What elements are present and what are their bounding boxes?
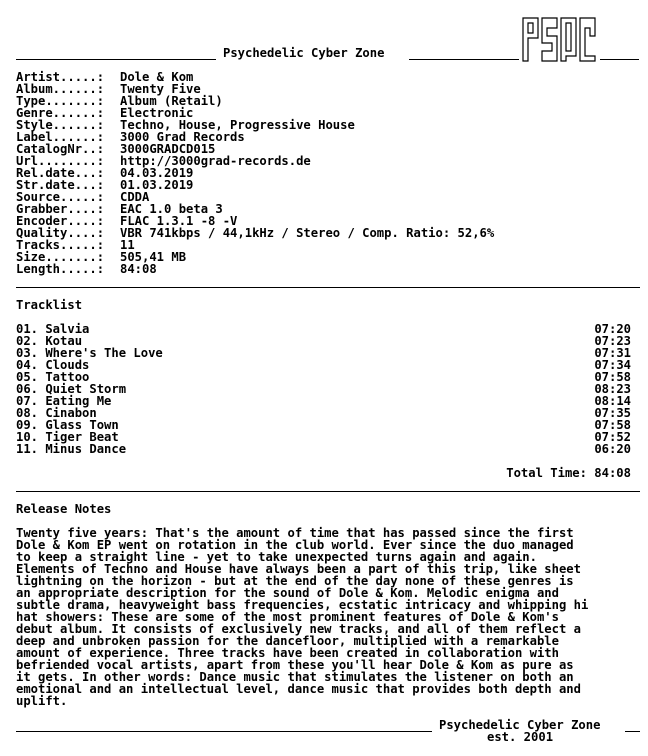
info-value: EAC 1.0 beta 3: [120, 202, 223, 216]
track-time: 08:23: [594, 382, 631, 396]
notes-line: it gets. In other words: Dance music that stimulates the listener on both an: [16, 670, 574, 684]
notes-line: subtle drama, heavyweight bass frequencies, ecstatic intricacy and whipping hi: [16, 598, 589, 612]
track-title: 09. Glass Town: [16, 418, 119, 432]
header-rule-left: [16, 59, 216, 60]
info-key: Url........:: [16, 154, 105, 168]
notes-heading: Release Notes: [16, 502, 112, 516]
notes-line: hat showers: These are some of the most prominent features of Dole & Kom's: [16, 610, 559, 624]
info-key: Genre......:: [16, 106, 105, 120]
header-title: Psychedelic Cyber Zone: [223, 46, 385, 60]
tracklist-heading: Tracklist: [16, 298, 83, 312]
track-time: 07:58: [594, 418, 631, 432]
info-value: Dole & Kom: [120, 70, 194, 84]
info-key: Quality....:: [16, 226, 105, 240]
track-title: 05. Tattoo: [16, 370, 90, 384]
info-key: Label......:: [16, 130, 105, 144]
track-time: 07:23: [594, 334, 631, 348]
notes-line: debut album. It consists of exclusively new tracks, and all of them reflect a: [16, 622, 581, 636]
track-time: 07:35: [594, 406, 631, 420]
info-value: 11: [120, 238, 135, 252]
notes-line: to keep a straight line - yet to take unexpected turns again and again.: [16, 550, 537, 564]
info-key: Encoder....:: [16, 214, 105, 228]
notes-line: uplift.: [16, 694, 68, 708]
pcz-logo: [521, 16, 597, 63]
info-value: 84:08: [120, 262, 157, 276]
track-time: 07:58: [594, 370, 631, 384]
info-key: CatalogNr..:: [16, 142, 105, 156]
info-key: Str.date...:: [16, 178, 105, 192]
notes-line: befriended vocal artists, apart from these you'll hear Dole & Kom as pure as: [16, 658, 574, 672]
track-title: 11. Minus Dance: [16, 442, 127, 456]
info-value: http://3000grad-records.de: [120, 154, 311, 168]
info-key: Tracks.....:: [16, 238, 105, 252]
track-time: 07:31: [594, 346, 631, 360]
header-rule-mid: [409, 59, 519, 60]
info-value: Electronic: [120, 106, 194, 120]
track-title: 10. Tiger Beat: [16, 430, 119, 444]
info-key: Album......:: [16, 82, 105, 96]
info-key: Grabber....:: [16, 202, 105, 216]
track-time: 07:34: [594, 358, 631, 372]
info-value: 3000 Grad Records: [120, 130, 245, 144]
info-value: 01.03.2019: [120, 178, 194, 192]
info-value: FLAC 1.3.1 -8 -V: [120, 214, 238, 228]
track-title: 06. Quiet Storm: [16, 382, 127, 396]
notes-line: deep and unbroken passion for the dancefloor, multiplied with a remarkable: [16, 634, 559, 648]
track-title: 03. Where's The Love: [16, 346, 163, 360]
notes-line: Twenty five years: That's the amount of time that has passed since the first: [16, 526, 574, 540]
track-time: 06:20: [594, 442, 631, 456]
info-value: Techno, House, Progressive House: [120, 118, 355, 132]
divider-1: [16, 287, 640, 288]
notes-line: Elements of Techno and House have always been a part of this trip, like sheet: [16, 562, 581, 576]
header-rule-right: [600, 59, 639, 60]
track-title: 04. Clouds: [16, 358, 90, 372]
notes-line: Dole & Kom EP went on rotation in the club world. Ever since the duo managed: [16, 538, 574, 552]
footer-rule-left: [16, 731, 432, 732]
info-value: CDDA: [120, 190, 150, 204]
info-value: Album (Retail): [120, 94, 223, 108]
track-title: 08. Cinabon: [16, 406, 97, 420]
track-title: 02. Kotau: [16, 334, 83, 348]
track-title: 01. Salvia: [16, 322, 90, 336]
footer-est: est. 2001: [487, 730, 554, 744]
notes-line: emotional and an intellectual level, dance music that provides both depth and: [16, 682, 581, 696]
info-value: 505,41 MB: [120, 250, 187, 264]
notes-line: lightning on the horizon - but at the end of the day none of these genres is: [16, 574, 574, 588]
notes-line: an appropriate description for the sound of Dole & Kom. Melodic enigma and: [16, 586, 559, 600]
info-value: VBR 741kbps / 44,1kHz / Stereo / Comp. Ratio: 52,6%: [120, 226, 495, 240]
info-key: Size.......:: [16, 250, 105, 264]
footer-rule-right: [625, 731, 640, 732]
info-key: Length.....:: [16, 262, 105, 276]
info-key: Style......:: [16, 118, 105, 132]
info-key: Type.......:: [16, 94, 105, 108]
track-time: 07:52: [594, 430, 631, 444]
track-time: 07:20: [594, 322, 631, 336]
info-value: Twenty Five: [120, 82, 201, 96]
info-key: Source.....:: [16, 190, 105, 204]
info-key: Rel.date...:: [16, 166, 105, 180]
info-value: 04.03.2019: [120, 166, 194, 180]
notes-line: amount of experience. Three tracks have been created in collaboration with: [16, 646, 559, 660]
divider-2: [16, 491, 640, 492]
track-time: 08:14: [594, 394, 631, 408]
footer-title: Psychedelic Cyber Zone: [439, 718, 601, 732]
info-value: 3000GRADCD015: [120, 142, 216, 156]
track-title: 07. Eating Me: [16, 394, 112, 408]
total-time: Total Time: 84:08: [506, 466, 631, 480]
info-key: Artist.....:: [16, 70, 105, 84]
